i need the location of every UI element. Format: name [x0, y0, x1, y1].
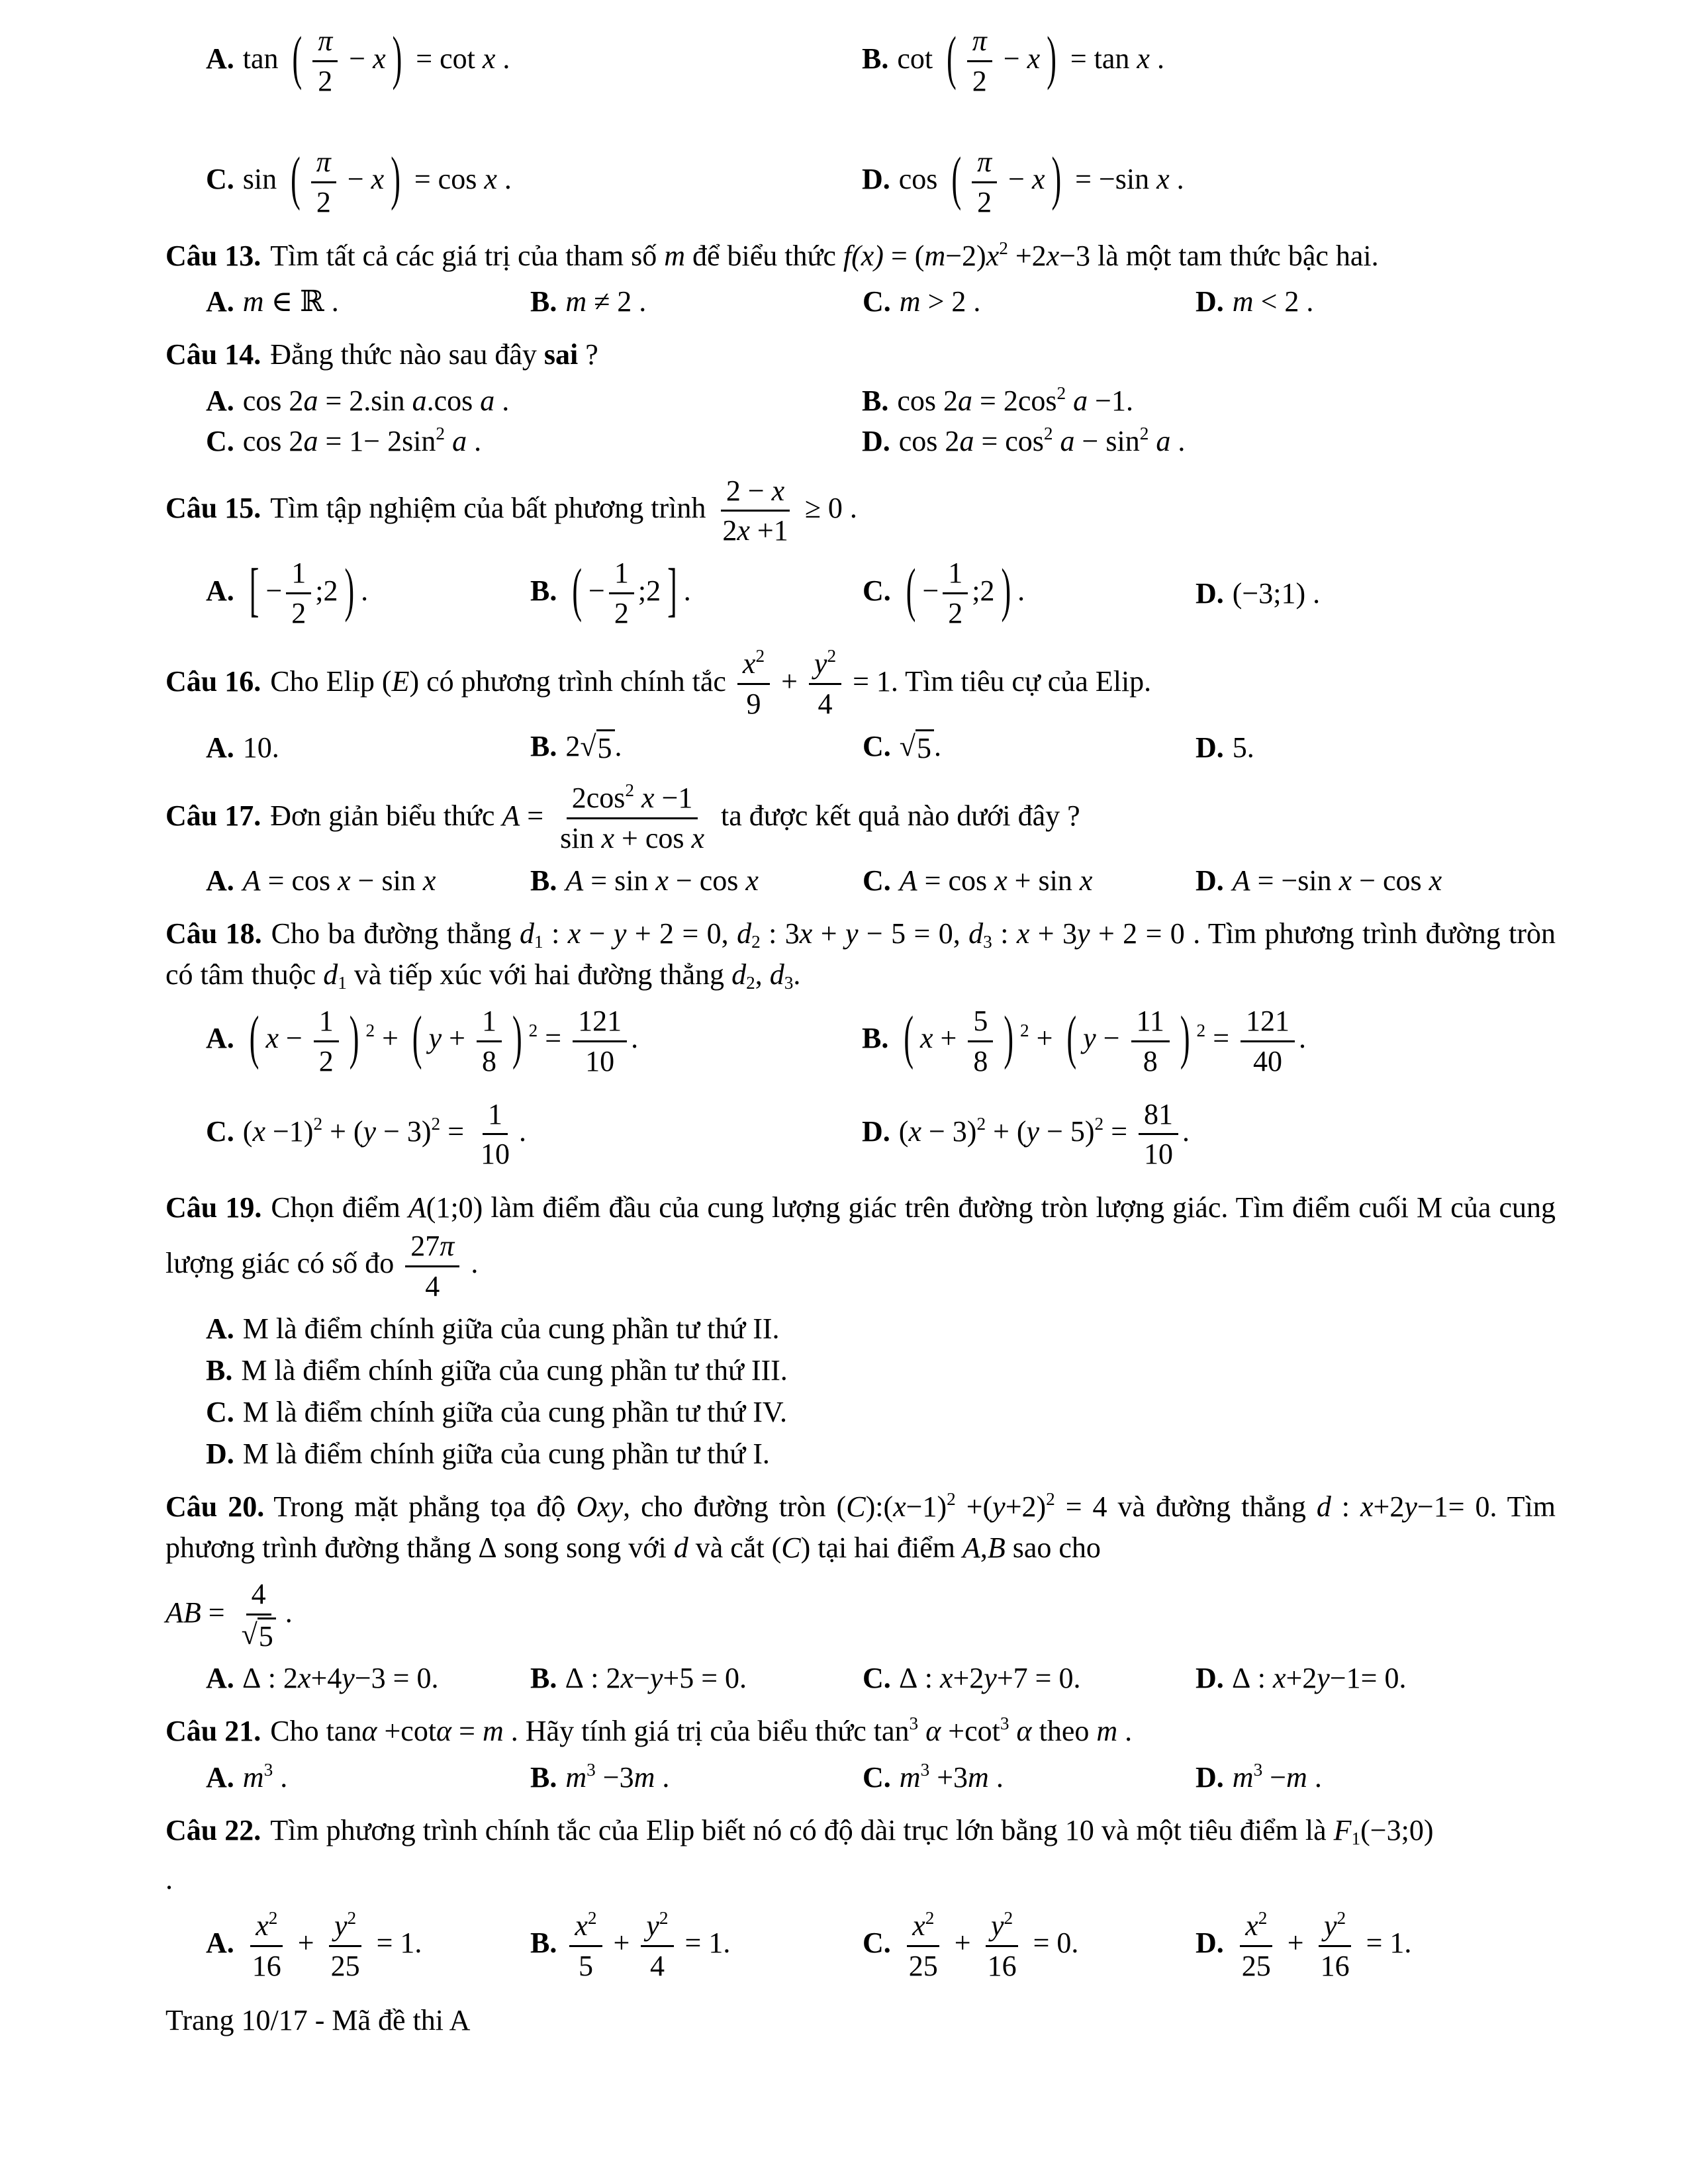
question-17-option-b [530, 864, 863, 897]
question-12-option-d [862, 145, 1556, 220]
option-key: B. [862, 1022, 889, 1055]
option-key: A. [206, 1022, 234, 1055]
option-formula: $(x -1)^2 + (y - 3)^2$ = $\frac{1}{10}$ . [242, 1097, 527, 1171]
question-21-option-c [863, 1760, 1196, 1794]
question-20-text: Trong mặt phẳng tọa độ Oxy, cho đường tròn $(C):(x-1)^2 +(y+2)^2 = 4$ và đường thẳng d : x+2y−1= 0. Tìm phương trình đường thẳng ∆ song song với d và cắt (C) tại hai điểm A,B sao cho [165, 1488, 1556, 1565]
option-formula: $\cos 2a = \cos^2 a - \sin^2 a$ . [898, 423, 1186, 457]
option-formula: A = −sin x − cos x [1232, 864, 1442, 897]
page-footer: Trang 10/17 - Mã đề thi A [165, 2003, 471, 2036]
option-formula: ∆ : 2x−y+5 = 0. [565, 1662, 747, 1695]
question-17-stem [165, 781, 1556, 856]
option-formula: $m^3 -3m$ . [565, 1759, 670, 1794]
question-16-option-c [863, 729, 1196, 765]
question-18 [165, 913, 1556, 1172]
question-15-options [206, 556, 1556, 631]
question-12-option-a [206, 24, 862, 99]
option-formula: A = cos x + sin x [899, 864, 1093, 897]
question-19-option-b [206, 1353, 1556, 1387]
option-key: A. [206, 285, 234, 318]
question-22-option-c [863, 1909, 1196, 1983]
question-19-stem [165, 1187, 1556, 1303]
option-key: C. [863, 1927, 891, 1960]
question-19-option-d [206, 1437, 1556, 1471]
question-22-option-a [206, 1909, 530, 1983]
option-key: B. [530, 1662, 557, 1695]
option-formula: A = cos x − sin x [242, 864, 436, 897]
question-15-stem [165, 474, 1556, 549]
option-key: C. [206, 424, 234, 457]
question-14-option-c [206, 424, 862, 458]
question-16-option-d [1196, 731, 1556, 764]
question-21-stem [165, 1711, 1556, 1752]
question-16-option-a [206, 731, 530, 764]
question-17-text: Đơn giản biểu thức A = $\frac{2\cos^2 x -1}{\text{sin x + cos x}}$ ta được kết quả nào dưới đây ? [270, 780, 1080, 854]
question-22-option-d [1196, 1909, 1556, 1983]
option-formula: $m^3$ . [242, 1759, 288, 1794]
option-formula: m < 2 . [1232, 285, 1314, 318]
option-key: C. [863, 864, 891, 897]
option-formula: m > 2 . [899, 285, 981, 318]
option-key: C. [863, 730, 891, 762]
option-key: D. [1196, 577, 1224, 610]
option-formula: cos 2a = 2.sin a.cos a . [242, 384, 510, 417]
question-14-options [206, 384, 1556, 458]
question-21-option-d [1196, 1760, 1556, 1794]
question-14-stem [165, 334, 1556, 375]
option-key: D. [1196, 864, 1224, 897]
question-14-label: Câu 14. [165, 338, 261, 371]
question-19 [165, 1187, 1556, 1470]
option-key: D. [862, 1115, 890, 1148]
question-16-stem [165, 647, 1556, 721]
option-key: B. [206, 1353, 233, 1387]
option-key: D. [862, 424, 890, 457]
question-15-option-a [206, 556, 530, 631]
option-key: C. [206, 1395, 234, 1428]
question-17-label: Câu 17. [165, 799, 261, 832]
question-21-option-b [530, 1760, 863, 1794]
question-15-option-b [530, 556, 863, 631]
question-17-option-c [863, 864, 1196, 897]
option-key: A. [206, 384, 234, 417]
question-20-option-b [530, 1661, 863, 1695]
option-key: B. [530, 730, 557, 762]
question-13-option-d [1196, 285, 1556, 318]
option-key: C. [863, 285, 891, 318]
option-key: C. [206, 163, 234, 196]
question-19-options [206, 1312, 1556, 1471]
option-formula: ( − $\frac{1}{2}$ ;2 ) . [906, 557, 1025, 630]
question-18-stem [165, 913, 1556, 996]
option-key: C. [206, 1115, 234, 1148]
option-key: A. [206, 864, 234, 897]
question-21-label: Câu 21. [165, 1715, 261, 1748]
option-key: B. [862, 384, 889, 417]
question-17 [165, 781, 1556, 897]
option-formula: sin ( $\frac{\pi}{2}$ − x ) = cos x . [242, 145, 512, 218]
question-20-stem-line2 [165, 1577, 1556, 1654]
question-13-option-a [206, 285, 530, 318]
option-formula: ( x − $\frac{1}{2}$ ) $^2$ + ( y + $\frac{1}{8}$ ) $^2$ = $\frac{121}{10}$ . [249, 1004, 639, 1077]
question-13-options [206, 285, 1556, 318]
option-key: B. [530, 1760, 557, 1794]
option-key: D. [206, 1437, 234, 1470]
question-20-options [206, 1661, 1556, 1695]
option-key: D. [1196, 1662, 1224, 1695]
question-18-option-d [862, 1097, 1556, 1172]
option-formula: $m^3 -m$ . [1232, 1759, 1322, 1794]
question-21-option-a [206, 1760, 530, 1794]
question-14-option-d [862, 424, 1556, 458]
question-20-option-a [206, 1661, 530, 1695]
option-formula: $\cos 2a = 1- 2\sin^2$ a . [242, 423, 482, 457]
option-formula: $\frac{x^2}{25}$ + $\frac{y^2}{16}$ = 1. [1233, 1927, 1412, 1959]
option-formula: ( − $\frac{1}{2}$ ;2 ] . [572, 557, 691, 630]
option-key: A. [206, 731, 234, 764]
question-19-label: Câu 19. [165, 1191, 262, 1224]
option-formula: $\frac{x^2}{5}$ + $\frac{y^2}{4}$ = 1. [565, 1927, 730, 1959]
question-13-label: Câu 13. [165, 239, 261, 272]
option-formula: ∆ : x+2y−1= 0. [1232, 1662, 1407, 1695]
question-21-text: Cho tanα +cotα = m . Hãy tính giá trị của biểu thức $\tan^3 \alpha +\cot^3$ α theo m . [270, 1713, 1133, 1748]
question-22-stem [165, 1810, 1556, 1851]
question-19-text: Chọn điểm A(1;0) làm điểm đầu của cung lượng giác trên đường tròn lượng giác. Tìm điểm cuối M của cung lượng giác có số đo $\frac{27\pi}{4}$ . [165, 1191, 1556, 1302]
option-formula: tan ( $\frac{\pi}{2}$ − x ) = cot x . [242, 24, 510, 97]
question-12-options [206, 24, 1556, 220]
question-16-options [206, 729, 1556, 765]
question-18-label: Câu 18. [165, 917, 262, 950]
question-13-text: Tìm tất cả các giá trị của tham số m để biểu thức $f(x) = (m-2)x^2 +2x-3$ là một tam thức bậc hai. [270, 238, 1379, 272]
option-formula: 5. [1232, 731, 1254, 764]
question-12-option-c [206, 145, 862, 220]
option-formula: cos ( $\frac{\pi}{2}$ − x ) = −sin x . [898, 145, 1184, 218]
question-22-option-b [530, 1909, 863, 1983]
option-formula: cot ( $\frac{\pi}{2}$ − x ) = tan x . [897, 24, 1164, 97]
question-14-option-a [206, 384, 862, 418]
question-15-label: Câu 15. [165, 492, 261, 525]
question-12-option-b [862, 24, 1556, 99]
option-formula: 10. [242, 731, 279, 764]
question-15-option-c [863, 556, 1196, 631]
option-key: A. [206, 1662, 234, 1695]
option-formula: $m^3 +3m$ . [899, 1759, 1004, 1794]
question-16-text: Cho Elip (E) có phương trình chính tắc $\frac{x^2}{9}$ + $\frac{y^2}{4}$ = 1. Tìm tiêu cự của Elip. [270, 646, 1152, 721]
option-key: A. [206, 574, 234, 607]
option-key: A. [206, 1927, 234, 1960]
question-22-options [206, 1909, 1556, 1983]
question-20 [165, 1486, 1556, 1696]
option-formula: A = sin x − cos x [565, 864, 759, 897]
question-18-option-a [206, 1004, 862, 1079]
option-formula: [ − $\frac{1}{2}$ ;2 ) . [249, 557, 369, 630]
question-22 [165, 1810, 1556, 1983]
option-formula: (−3;1) . [1232, 577, 1321, 610]
question-16 [165, 647, 1556, 765]
option-key: D. [1196, 285, 1224, 318]
question-15 [165, 474, 1556, 631]
question-21 [165, 1711, 1556, 1794]
question-13-stem [165, 236, 1556, 277]
question-19-option-a [206, 1312, 1556, 1345]
option-formula: $\frac{x^2}{16}$ + $\frac{y^2}{25}$ = 1. [243, 1927, 422, 1959]
option-key: A. [206, 42, 234, 75]
question-16-label: Câu 16. [165, 664, 261, 698]
question-17-option-a [206, 864, 530, 897]
question-13 [165, 236, 1556, 318]
question-20-label: Câu 20. [165, 1490, 265, 1523]
question-18-options [206, 1004, 1556, 1172]
option-formula: √ 5 . [899, 730, 941, 764]
option-key: B. [530, 285, 557, 318]
question-15-option-d [1196, 576, 1556, 610]
question-17-options [206, 864, 1556, 897]
question-13-option-b [530, 285, 863, 318]
option-key: D. [1196, 1927, 1224, 1960]
question-14 [165, 334, 1556, 457]
option-key: B. [530, 1927, 557, 1960]
question-22-text: Tìm phương trình chính tắc của Elip biết nó có độ dài trục lớn bằng 10 và một tiêu điểm là $F_1(-3;0)$ [270, 1813, 1434, 1848]
option-key: B. [862, 42, 889, 75]
option-formula: $\frac{x^2}{25}$ + $\frac{y^2}{16}$ = 0. [900, 1927, 1079, 1959]
question-22-stray-period: . [165, 1863, 173, 1896]
question-20-stem [165, 1486, 1556, 1569]
option-formula: $(x - 3)^2 + (y - 5)^2$ = $\frac{81}{10}$ . [898, 1097, 1190, 1171]
option-formula: m ≠ 2 . [565, 285, 647, 318]
question-18-option-c [206, 1097, 862, 1172]
option-text: M là điểm chính giữa của cung phần tư thứ I. [242, 1437, 770, 1470]
option-formula: $\cos 2a = 2\cos^2$ a −1. [897, 383, 1133, 417]
question-20-formula: AB = 4 √ 5 . [165, 1577, 293, 1653]
option-key: D. [1196, 1760, 1224, 1794]
option-key: B. [530, 574, 557, 607]
question-13-option-c [863, 285, 1196, 318]
question-18-option-b [862, 1004, 1556, 1079]
option-key: B. [530, 864, 557, 897]
option-key: C. [863, 1760, 891, 1794]
question-12-options-block [165, 24, 1556, 220]
option-formula: ( x + $\frac{5}{8}$ ) $^2$ + ( y − $\frac{11}{8}$ ) $^2$ = $\frac{121}{40}$ . [904, 1004, 1307, 1077]
question-17-option-d [1196, 864, 1556, 897]
option-key: A. [206, 1760, 234, 1794]
option-key: D. [862, 163, 890, 196]
question-15-text: Tìm tập nghiệm của bất phương trình $\frac{2 - x}{2x +1}$ ≥ 0 . [270, 474, 857, 547]
question-16-option-b [530, 729, 863, 765]
option-key: C. [863, 1662, 891, 1695]
option-key: A. [206, 1312, 234, 1345]
question-20-option-c [863, 1661, 1196, 1695]
question-14-option-b [862, 384, 1556, 418]
option-formula: ∆ : x+2y+7 = 0. [899, 1662, 1081, 1695]
question-19-option-c [206, 1395, 1556, 1429]
option-formula: 2 √ 5 . [565, 730, 622, 764]
question-20-option-d [1196, 1661, 1556, 1695]
question-14-text: Đẳng thức nào sau đây sai ? [270, 338, 598, 371]
option-text: M là điểm chính giữa của cung phần tư thứ III. [241, 1353, 788, 1387]
option-formula: ∆ : 2x+4y−3 = 0. [242, 1662, 439, 1695]
option-text: M là điểm chính giữa của cung phần tư thứ II. [242, 1312, 780, 1345]
question-22-label: Câu 22. [165, 1813, 261, 1846]
option-formula: m ∈ ℝ . [242, 285, 339, 318]
option-text: M là điểm chính giữa của cung phần tư thứ IV. [242, 1395, 788, 1428]
question-18-text: Cho ba đường thẳng $d_1$ : x − y + 2 = 0, $d_2$ : 3x + y − 5 = 0, $d_3$ : x + 3y + 2 = 0 . Tìm phương trình đường tròn có tâm thuộc $d_1$ và tiếp xúc với hai đường thẳng $d_2$, $d_3$. [165, 917, 1556, 993]
option-key: C. [863, 574, 891, 607]
option-key: D. [1196, 731, 1224, 764]
question-21-options [206, 1760, 1556, 1794]
